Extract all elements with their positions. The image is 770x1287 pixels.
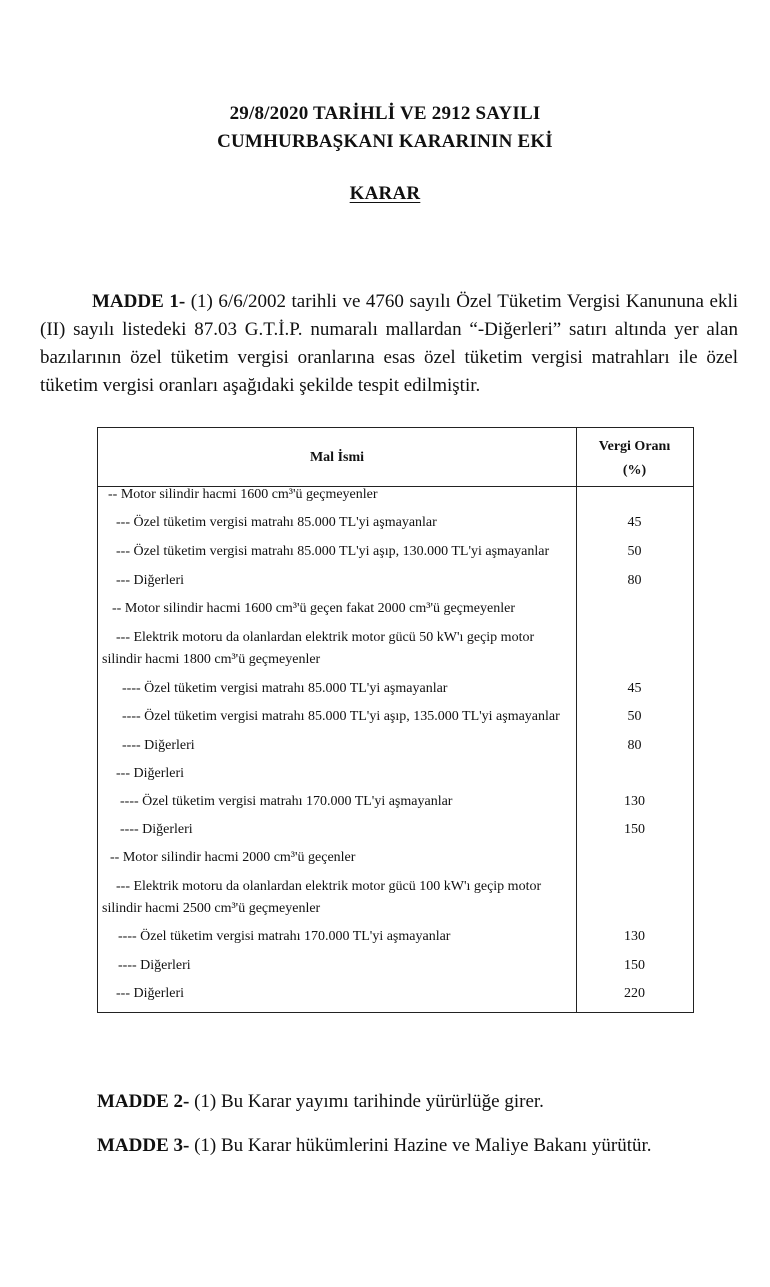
- document-title-line1: 29/8/2020 TARİHLİ VE 2912 SAYILI: [229, 103, 541, 124]
- row-tax-rate: 130: [624, 794, 645, 809]
- column-header-tax-rate: [576, 435, 693, 483]
- row-item-name: ---- Diğerleri: [120, 822, 193, 837]
- row-item-name: --- Özel tüketim vergisi matrahı 85.000 TL'yi aşmayanlar: [116, 515, 437, 530]
- article-2: [97, 1091, 544, 1113]
- row-item-name: ---- Özel tüketim vergisi matrahı 85.000 TL'yi aşıp, 135.000 TL'yi aşmayanlar: [122, 709, 560, 724]
- row-tax-rate: 45: [627, 515, 642, 530]
- row-item-name: -- Motor silindir hacmi 1600 cm³'ü geçmeyenler: [108, 487, 378, 502]
- row-tax-rate: 150: [624, 822, 645, 837]
- row-tax-rate: 50: [627, 709, 642, 724]
- row-item-name: -- Motor silindir hacmi 2000 cm³'ü geçenler: [110, 850, 356, 865]
- row-tax-rate: 80: [627, 573, 642, 588]
- row-item-name: --- Elektrik motoru da olanlardan elektrik motor gücü 50 kW'ı geçip motor silindir hacmi 1800 cm³'ü geçmeyenler: [102, 630, 535, 667]
- row-tax-rate: 220: [624, 986, 645, 1001]
- article-1: [40, 288, 738, 400]
- row-item-name: --- Özel tüketim vergisi matrahı 85.000 TL'yi aşıp, 130.000 TL'yi aşmayanlar: [116, 544, 550, 559]
- row-item-name: ---- Özel tüketim vergisi matrahı 170.000 TL'yi aşmayanlar: [118, 929, 451, 944]
- row-item-name: -- Motor silindir hacmi 1600 cm³'ü geçen fakat 2000 cm³'ü geçmeyenler: [112, 601, 515, 616]
- row-item-name: ---- Özel tüketim vergisi matrahı 170.000 TL'yi aşmayanlar: [120, 794, 453, 809]
- column-header-tax-rate-line1: Vergi Oranı: [598, 439, 671, 454]
- karar-heading: KARAR: [349, 183, 421, 204]
- article-3-text: (1) Bu Karar hükümlerini Hazine ve Maliye Bakanı yürütür.: [194, 1135, 652, 1156]
- row-item-name: --- Diğerleri: [116, 766, 185, 781]
- article-2-label: MADDE 2-: [97, 1091, 190, 1112]
- article-1-label: MADDE 1-: [92, 291, 186, 312]
- article-3: [97, 1135, 652, 1157]
- row-tax-rate: 150: [624, 958, 645, 973]
- row-tax-rate: 50: [627, 544, 642, 559]
- row-item-name: --- Diğerleri: [116, 573, 185, 588]
- column-header-product-name: Mal İsmi: [309, 450, 365, 465]
- article-3-label: MADDE 3-: [97, 1135, 190, 1156]
- row-item-name: ---- Diğerleri: [118, 958, 191, 973]
- document-title-line2: CUMHURBAŞKANI KARARININ EKİ: [217, 131, 553, 152]
- row-item-name: --- Elektrik motoru da olanlardan elektrik motor gücü 100 kW'ı geçip motor silindir hacmi 2500 cm³'ü geçmeyenler: [102, 879, 542, 916]
- column-header-tax-rate-line2: (%): [622, 463, 647, 478]
- article-2-text: (1) Bu Karar yayımı tarihinde yürürlüğe girer.: [194, 1091, 544, 1112]
- row-tax-rate: 130: [624, 929, 645, 944]
- row-tax-rate: 80: [627, 738, 642, 753]
- row-item-name: ---- Özel tüketim vergisi matrahı 85.000 TL'yi aşmayanlar: [122, 681, 448, 696]
- row-item-name: ---- Diğerleri: [122, 738, 195, 753]
- row-tax-rate: 45: [627, 681, 642, 696]
- article-1-text: (1) 6/6/2002 tarihli ve 4760 sayılı Özel Tüketim Vergisi Kanununa ekli (II) sayılı listedeki 87.03 G.T.İ.P. numaralı mallardan “-Diğerleri” satırı altında yer alan bazılarının özel tüketim vergisi oranlarına esas özel tüketim vergisi matrahları ile özel tüketim vergisi oranları aşağıdaki şekilde tespit edilmiştir.: [40, 291, 739, 396]
- tax-rate-table: [97, 427, 694, 1013]
- row-item-name: --- Diğerleri: [116, 986, 185, 1001]
